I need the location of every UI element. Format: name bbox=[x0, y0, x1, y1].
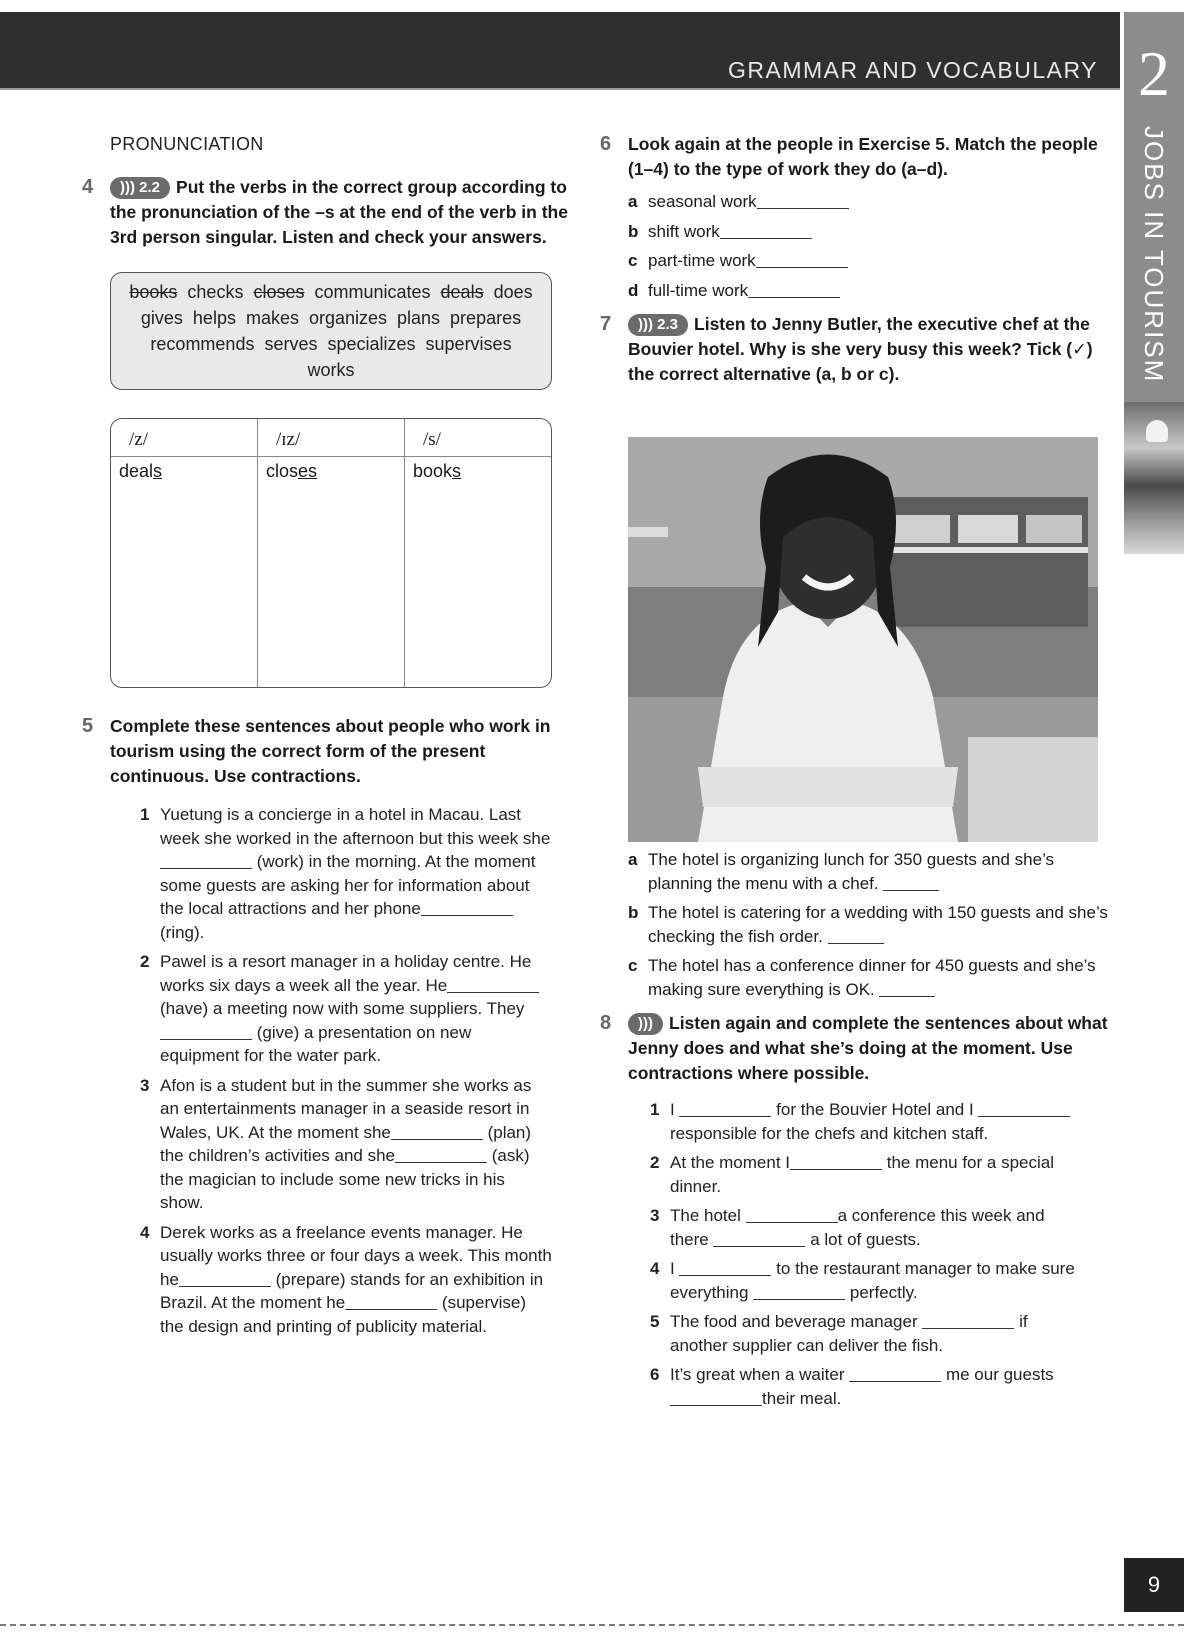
list-item bbox=[140, 1074, 552, 1215]
pronunciation-table bbox=[110, 418, 552, 688]
word-bank-item: specializes bbox=[327, 334, 416, 354]
answer-blank[interactable] bbox=[160, 853, 252, 869]
item-text: I bbox=[670, 1259, 680, 1278]
word-bank-item: helps bbox=[192, 308, 236, 328]
word-bank-item: books bbox=[129, 282, 178, 302]
lamp-shape bbox=[1146, 420, 1168, 442]
answer-blank[interactable] bbox=[679, 1101, 771, 1117]
item-letter: c bbox=[628, 251, 638, 270]
match-item bbox=[628, 190, 1108, 214]
item-text: (work) in the morning. At the moment some guests are asking her for information about the local attractions and her phone bbox=[160, 852, 536, 918]
item-text: (have) a meeting now with some suppliers. They bbox=[160, 999, 525, 1018]
item-text: for the Bouvier Hotel and I bbox=[771, 1100, 979, 1119]
option-text: The hotel is organizing lunch for 350 guests and she’s planning the menu with a chef. bbox=[648, 850, 1055, 893]
example-stem: clos bbox=[266, 461, 299, 481]
unit-side-tab bbox=[1124, 12, 1184, 402]
exercise-number: 8 bbox=[600, 1012, 612, 1034]
bottom-rule bbox=[0, 1624, 1184, 1626]
answer-blank[interactable] bbox=[395, 1147, 487, 1163]
item-number: 1 bbox=[140, 805, 150, 824]
match-item bbox=[628, 279, 1108, 303]
answer-blank[interactable] bbox=[720, 223, 812, 239]
item-number: 5 bbox=[650, 1312, 660, 1331]
audio-track-badge[interactable]: ))) 2.2 bbox=[110, 177, 170, 199]
list-item bbox=[650, 1151, 1080, 1198]
header-rule bbox=[0, 88, 1120, 90]
item-text: a conference this week and there bbox=[670, 1206, 1045, 1249]
exercise-8-items bbox=[650, 1098, 1080, 1410]
item-text: if another supplier can deliver the fish. bbox=[670, 1312, 1028, 1355]
item-text: (prepare) stands for an exhibition in Brazil. At the moment he bbox=[160, 1269, 544, 1312]
list-item bbox=[650, 1098, 1080, 1145]
unit-number: 2 bbox=[1138, 38, 1170, 109]
item-text: (supervise) the design and printing of publicity material. bbox=[160, 1293, 527, 1336]
word-bank-item: prepares bbox=[450, 308, 522, 328]
item-text: I bbox=[670, 1100, 680, 1119]
word-bank-item: makes bbox=[245, 308, 299, 328]
item-text: The food and beverage manager bbox=[670, 1312, 923, 1331]
exercise-instruction: Listen to Jenny Butler, the executive chef at the Bouvier hotel. Why is she very busy this week? Tick (✓) the correct alternative (a, b or c). bbox=[628, 314, 1093, 384]
answer-blank[interactable] bbox=[757, 193, 849, 209]
item-text: me our guests bbox=[941, 1365, 1054, 1384]
word-bank-item: closes bbox=[253, 282, 305, 302]
item-number: 4 bbox=[140, 1222, 150, 1242]
item-text: part-time work bbox=[648, 251, 756, 270]
word-bank-item: supervises bbox=[425, 334, 512, 354]
unit-title: JOBS IN TOURISM bbox=[1139, 126, 1169, 384]
item-text: Afon is a student but in the summer she works as an entertainments manager in a seaside resort in Wales, UK. At the moment she bbox=[160, 1075, 532, 1142]
answer-blank[interactable] bbox=[421, 900, 513, 916]
item-text: At the moment I bbox=[670, 1153, 790, 1172]
table-example-cell bbox=[258, 457, 404, 482]
item-text: It’s great when a waiter bbox=[670, 1365, 850, 1384]
example-stem: deal bbox=[119, 461, 154, 481]
item-text: (give) a presentation on new equipment for the water park. bbox=[160, 1022, 472, 1065]
table-header: /s/ bbox=[405, 419, 551, 457]
list-item bbox=[650, 1204, 1080, 1251]
option-item bbox=[628, 954, 1108, 1001]
option-text: The hotel has a conference dinner for 450 guests and she’s making sure everything is OK. bbox=[648, 956, 1096, 999]
item-number: 6 bbox=[650, 1365, 660, 1384]
item-number: 3 bbox=[650, 1206, 660, 1225]
exercise-instruction: Complete these sentences about people who work in tourism using the correct form of the present continuous. Use contractions. bbox=[110, 716, 551, 786]
exercise-number: 7 bbox=[600, 313, 612, 335]
header-bar bbox=[0, 12, 1120, 90]
audio-track-badge[interactable]: ))) bbox=[628, 1013, 663, 1035]
exercise-6-items bbox=[628, 190, 1108, 302]
right-column-bottom bbox=[600, 848, 1108, 1416]
answer-blank[interactable] bbox=[391, 1124, 483, 1140]
item-text: The hotel bbox=[670, 1206, 746, 1225]
table-example-cell bbox=[111, 457, 257, 482]
answer-blank[interactable] bbox=[978, 1101, 1070, 1117]
item-text: to the restaurant manager to make sure everything bbox=[670, 1259, 1075, 1302]
item-text: perfectly. bbox=[845, 1282, 918, 1302]
word-bank-item: serves bbox=[264, 334, 318, 354]
word-bank-item: works bbox=[307, 360, 355, 380]
answer-blank[interactable] bbox=[756, 252, 848, 268]
answer-blank[interactable] bbox=[790, 1154, 882, 1170]
left-column bbox=[82, 134, 580, 1344]
word-bank-item: deals bbox=[440, 282, 484, 302]
table-header: /z/ bbox=[111, 419, 257, 457]
example-ending: es bbox=[298, 461, 318, 481]
exercise-number: 5 bbox=[82, 715, 94, 737]
item-text: a lot of guests. bbox=[805, 1229, 921, 1249]
option-letter: c bbox=[628, 956, 638, 975]
answer-blank[interactable] bbox=[670, 1390, 762, 1406]
item-text: full-time work bbox=[648, 280, 749, 300]
item-letter: a bbox=[628, 192, 638, 211]
table-example-cell bbox=[405, 457, 551, 482]
list-item bbox=[140, 1221, 552, 1339]
audio-track-badge[interactable]: ))) 2.3 bbox=[628, 314, 688, 336]
table-header: /ɪz/ bbox=[258, 419, 404, 457]
option-letter: a bbox=[628, 850, 638, 869]
table-column-z bbox=[111, 419, 258, 687]
tick-blank[interactable] bbox=[879, 981, 935, 997]
exercise-8 bbox=[600, 1011, 1108, 1086]
exercise-instruction: Look again at the people in Exercise 5. Match the people (1–4) to the type of work they do (a–d). bbox=[628, 134, 1098, 179]
exercise-5-items bbox=[140, 803, 552, 1338]
exercise-instruction: Listen again and complete the sentences about what Jenny does and what she’s doing at the moment. Use contractions where possible. bbox=[628, 1013, 1108, 1083]
word-bank-item: checks bbox=[187, 282, 244, 302]
item-text: Derek works as a freelance events manager. He usually works three or four days a week. This month he bbox=[160, 1222, 552, 1289]
item-text: shift work bbox=[648, 221, 720, 241]
exercise-5 bbox=[82, 714, 580, 789]
exercise-instruction: Put the verbs in the correct group according to the pronunciation of the –s at the end of the verb in the 3rd person singular. Listen and check your answers. bbox=[110, 177, 568, 247]
item-text: seasonal work bbox=[648, 192, 757, 211]
table-column-iz bbox=[258, 419, 405, 687]
option-text: The hotel is catering for a wedding with 150 guests and she’s checking the fish order. bbox=[648, 903, 1108, 946]
right-column-top bbox=[600, 132, 1108, 387]
item-text: responsible for the chefs and kitchen staff. bbox=[670, 1123, 989, 1143]
word-bank-item: gives bbox=[140, 308, 183, 328]
item-letter: b bbox=[628, 221, 639, 241]
answer-blank[interactable] bbox=[179, 1271, 271, 1287]
word-bank-item: plans bbox=[397, 308, 441, 328]
item-text: (ring). bbox=[160, 922, 205, 942]
answer-blank[interactable] bbox=[748, 282, 840, 298]
list-item bbox=[650, 1257, 1080, 1304]
item-text: the menu for a special dinner. bbox=[670, 1153, 1054, 1196]
answer-blank[interactable] bbox=[160, 1024, 252, 1040]
item-letter: d bbox=[628, 280, 639, 300]
word-bank-item: communicates bbox=[314, 282, 431, 302]
item-text: Pawel is a resort manager in a holiday centre. He works six days a week all the year. He bbox=[160, 952, 532, 995]
item-text: (plan) the children’s activities and she bbox=[160, 1122, 532, 1165]
word-bank-item: recommends bbox=[150, 334, 255, 354]
answer-blank[interactable] bbox=[753, 1284, 845, 1300]
page-number: 9 bbox=[1124, 1558, 1184, 1612]
item-text: their meal. bbox=[762, 1388, 842, 1408]
exercise-4 bbox=[82, 175, 580, 250]
list-item bbox=[140, 950, 552, 1068]
side-thumbnail-photo bbox=[1124, 402, 1184, 554]
word-bank-item: organizes bbox=[308, 308, 388, 328]
exercise-6 bbox=[600, 132, 1108, 182]
option-letter: b bbox=[628, 903, 639, 922]
section-header-title: GRAMMAR AND VOCABULARY bbox=[728, 57, 1098, 83]
tick-blank[interactable] bbox=[883, 875, 939, 891]
answer-blank[interactable] bbox=[679, 1260, 771, 1276]
item-text: Yuetung is a concierge in a hotel in Macau. Last week she worked in the afternoon but this week she bbox=[160, 805, 551, 848]
example-stem: book bbox=[413, 461, 453, 481]
exercise-number: 6 bbox=[600, 133, 612, 155]
example-ending: s bbox=[153, 461, 163, 481]
word-bank-item: does bbox=[493, 282, 533, 302]
exercise-7-options bbox=[628, 848, 1108, 1001]
answer-blank[interactable] bbox=[746, 1207, 838, 1223]
table-column-s bbox=[405, 419, 551, 687]
option-item bbox=[628, 848, 1108, 895]
list-item bbox=[650, 1363, 1080, 1410]
match-item bbox=[628, 249, 1108, 273]
item-number: 3 bbox=[140, 1075, 150, 1095]
item-number: 2 bbox=[650, 1153, 660, 1172]
item-number: 2 bbox=[140, 952, 150, 971]
chef-illustration bbox=[628, 437, 1098, 842]
exercise-number: 4 bbox=[82, 176, 94, 198]
pronunciation-heading: PRONUNCIATION bbox=[110, 134, 264, 154]
answer-blank[interactable] bbox=[447, 977, 539, 993]
item-number: 1 bbox=[650, 1100, 660, 1119]
list-item bbox=[650, 1310, 1080, 1357]
word-bank bbox=[110, 272, 552, 390]
answer-blank[interactable] bbox=[849, 1366, 941, 1382]
option-item bbox=[628, 901, 1108, 948]
answer-blank[interactable] bbox=[922, 1313, 1014, 1329]
exercise-7 bbox=[600, 312, 1108, 387]
example-ending: s bbox=[452, 461, 462, 481]
chef-photo bbox=[628, 437, 1098, 842]
match-item bbox=[628, 220, 1108, 244]
item-text: (ask) the magician to include some new tricks in his show. bbox=[160, 1146, 530, 1212]
answer-blank[interactable] bbox=[345, 1294, 437, 1310]
tick-blank[interactable] bbox=[828, 928, 884, 944]
list-item bbox=[140, 803, 552, 944]
item-number: 4 bbox=[650, 1259, 660, 1278]
answer-blank[interactable] bbox=[713, 1231, 805, 1247]
